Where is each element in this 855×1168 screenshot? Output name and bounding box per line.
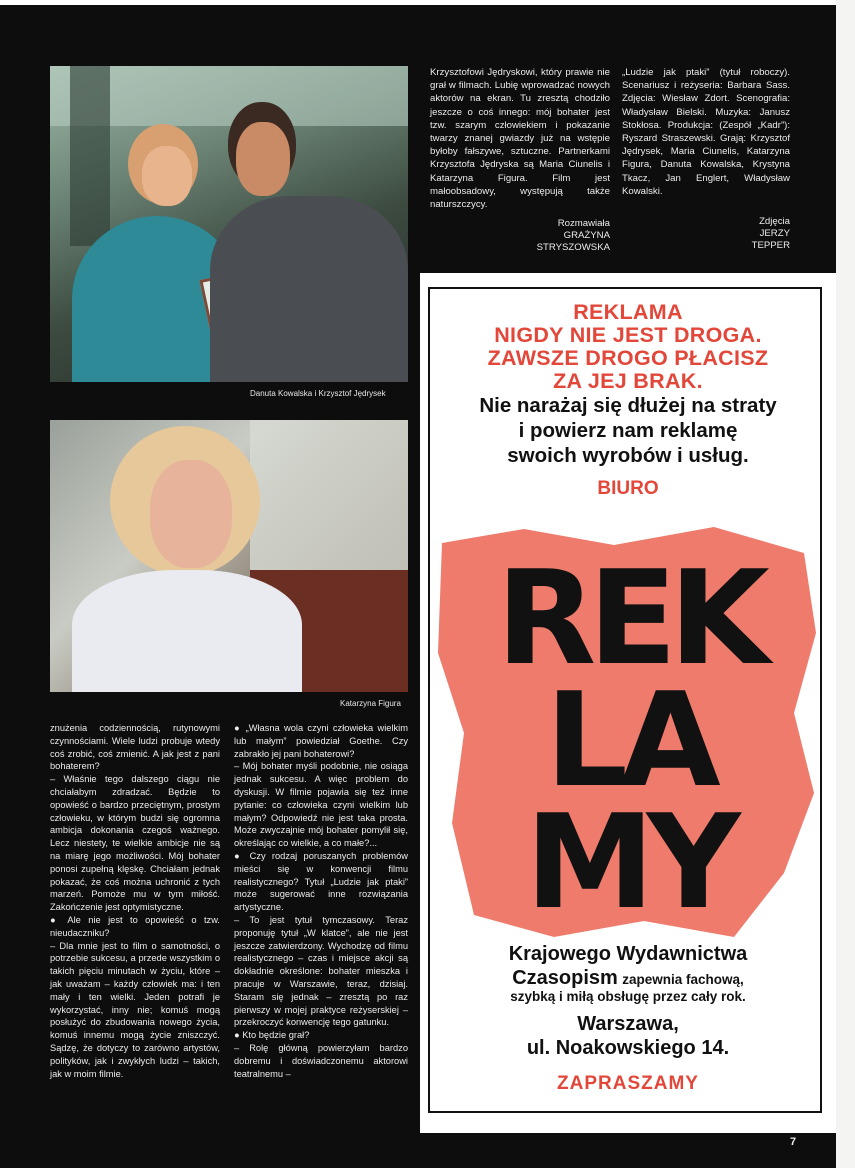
advert-red-line-4: ZA JEJ BRAK. — [553, 369, 703, 393]
signature-name: JERZY — [759, 228, 790, 240]
signature-name: GRAŻYNA — [563, 230, 610, 242]
logo-row-1: REK — [496, 542, 762, 694]
advert-address-street: ul. Noakowskiego 14. — [526, 1037, 730, 1059]
article-paragraph: znużenia codziennością, rutynowymi czynnościami. Wiele ludzi probuje wtedy coś zrobić, coś zmienić. A jak jest z pani bohaterem? – Właśnie tego dalszego ciągu nie chciałabym zdradzać. Będzie to opowieść o bardzo przeciętnym, prostym człowieku, w którym budzi się ogromna ambicja dokonania czegoś ważnego. Lecz niestety, te wielkie ambicje nie są na miarę jego możliwości. Mój bohater ponosi zupełną klęskę. Chciałam jednak pokazać, że coś można uchronić z tych marzeń. Pomoże mu w tym miłość. Zakończenie jest optymistyczne. ● Ale nie jest to opowieść o tzw. nieudaczniku? – Dla mnie jest to film o samotności, o potrzebie sukcesu, a przede wszystkim o takich pięciu minutach w życiu, które – jak uważam – każdy człowiek ma: i ten mały i ten wielki. Jeden potrafi je wykorzystać, inny nie; komuś mogą posłużyć do zbudowania nowego życia, komuś innemu mogą życie zniszczyć. Sądzę, że dotyczy to zarówno artystów, polityków, jak i zwykłych ludzi – takich, jak w moim filmie. — [50, 723, 220, 1079]
film-credits: „Ludzie jak ptaki” (tytuł roboczy). Scenariusz i reżyseria: Barbara Sass. Zdjęcia: Wiesław Zdort. Scenografia: Władysław Bielski. Muzyka: Janusz Stokłosa. Produkcja: (Zespół „Kadr”): Ryszard Straszewski. Grają: Krzysztof Jędrysek, Maria Ciunelis, Katarzyna Figura, Danuta Kowalska, Krystyna Tkacz, Jan Englert, Władysław Kowalski. — [622, 67, 790, 197]
photo-man-jacket — [210, 196, 408, 382]
top-border — [0, 0, 836, 5]
photo-katarzyna-figura — [50, 420, 408, 692]
text-column-bottom-2 — [234, 722, 408, 1080]
photo-man-face — [236, 122, 290, 196]
photo-woman-face — [142, 146, 192, 206]
page-number: 7 — [790, 1136, 797, 1148]
advert-red-line-3: ZAWSZE DROGO PŁACISZ — [487, 346, 769, 370]
photo-woman-blouse — [72, 570, 302, 692]
advert-zapewnia: zapewnia fachową, — [622, 972, 744, 987]
signature-surname: TEPPER — [751, 240, 790, 252]
interviewer-signature — [430, 218, 610, 254]
logo-row-2: LA — [545, 664, 713, 816]
advert-red-line-2: NIGDY NIE JEST DROGA. — [494, 323, 762, 347]
photo-woman-face — [150, 460, 232, 568]
advertisement — [420, 273, 836, 1133]
reklamy-logo — [434, 523, 824, 943]
advert-biuro: BIURO — [597, 478, 659, 499]
advert-black-line-3: swoich wyrobów i usług. — [507, 444, 749, 467]
text-column-bottom-1 — [50, 722, 220, 1080]
advert-red-line-1: REKLAMA — [573, 300, 683, 324]
photo2-caption: Katarzyna Figura — [340, 699, 401, 708]
signature-label: Zdjęcia — [759, 216, 790, 228]
advert-czasopism-line — [420, 967, 836, 990]
advert-address-city: Warszawa, — [577, 1013, 679, 1035]
page-edge — [836, 0, 855, 1168]
advert-obsluga: szybką i miłą obsługę przez cały rok. — [510, 989, 746, 1004]
advert-czasopism: Czasopism — [512, 967, 618, 989]
logo-row-3: MY — [525, 786, 733, 938]
advert-krajowego: Krajowego Wydawnictwa — [508, 943, 748, 965]
article-paragraph: ● „Własna wola czyni człowieka wielkim lub małym” powiedział Goethe. Czy zabrakło jej pani bohaterowi? – Mój bohater myśli podobnie, nie osiąga jednak sukcesu. A więc problem do dyskusji. W filmie pojawia się też inne pytanie: co człowieka czyni wielkim lub małym? Odpowiedź nie jest taka prosta. Może zwyczajnie mój bohater pomylił się, określając co wielkie, a co małe?... ● Czy rodzaj poruszanych problemów mieści się w konwencji filmu realistycznego? Tytuł „Ludzie jak ptaki” może sugerować inne rozwiązania artystyczne. – To jest tytuł tymczasowy. Teraz proponuję tytuł „W klatce”, ale nie jest jeszcze zatwierdzony. Wychodzę od filmu realistycznego – czas i miejsce akcji są dokładnie określone: bohater mieszka i pracuje w Warszawie, teraz, dzisiaj. Staram się jednak – zresztą po raz pierwszy w mojej praktyce reżyserskiej – przekroczyć konwencję tego gatunku. ● Kto będzie grał? – Rolę główną powierzyłam bardzo dobremu i doświadczonemu aktorowi teatralnemu – — [234, 723, 408, 1079]
advert-black-line-1: Nie narażaj się dłużej na straty — [479, 394, 777, 417]
signature-label: Rozmawiała — [557, 218, 610, 230]
text-column-top-2 — [622, 66, 790, 252]
photo-kowalska-jedrysek — [50, 66, 408, 382]
photographer-signature — [622, 216, 790, 252]
photo-background-window — [250, 420, 408, 570]
photo1-caption: Danuta Kowalska i Krzysztof Jędrysek — [250, 389, 386, 398]
signature-surname: STRYSZOWSKA — [536, 242, 610, 254]
text-column-top-1 — [430, 66, 610, 254]
advert-zapraszamy: ZAPRASZAMY — [557, 1073, 699, 1094]
photo-window-frame — [70, 66, 110, 246]
article-paragraph: Krzysztofowi Jędryskowi, który prawie nie grał w filmach. Lubię wprowadzać nowych aktorów na ekran. Tu zresztą chodziło jeszcze o coś innego: mój bohater jest tzw. szarym człowiekiem i pokazanie twarzy znanej gwiazdy już na wstępie byłoby fałszywe, sztuczne. Partnerkami Krzysztofa Jędryska są Maria Ciunelis i Katarzyna Figura. Film jest małoobsadowy, występują także naturszczycy. — [430, 67, 610, 211]
advert-black-line-2: i powierz nam reklamę — [518, 419, 738, 442]
